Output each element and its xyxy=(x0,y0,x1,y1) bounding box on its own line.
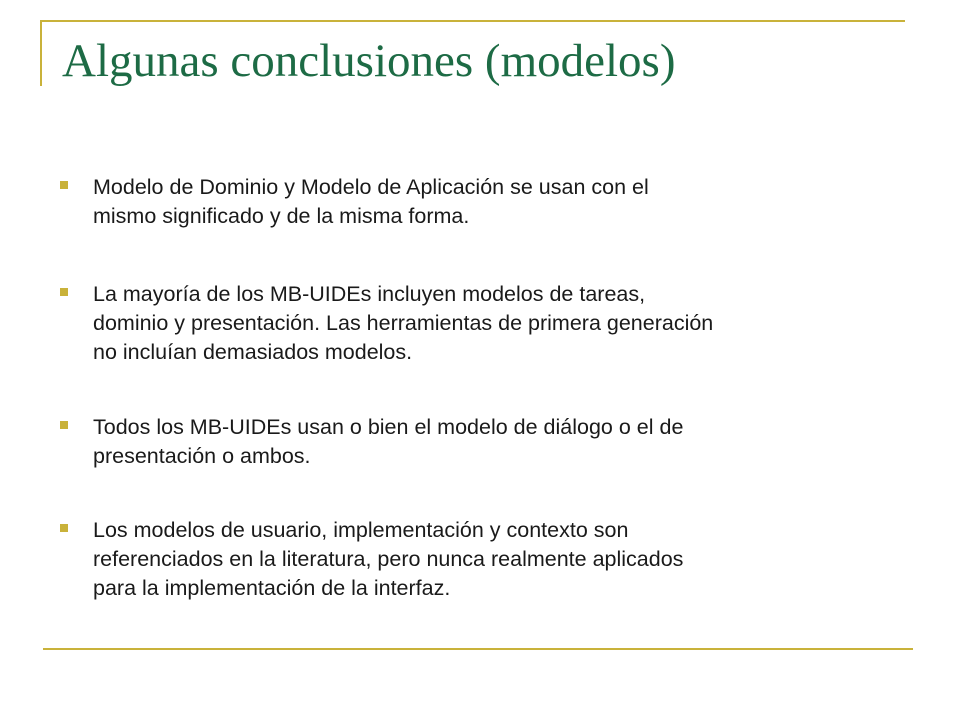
bullet-text: Los modelos de usuario, implementación y contexto son referenciados en la literatura, pero nunca realmente aplicados para la implementación de la interfaz. xyxy=(93,518,684,600)
square-bullet-icon xyxy=(60,181,68,189)
square-bullet-icon xyxy=(60,421,68,429)
bullet-text: La mayoría de los MB-UIDEs incluyen modelos de tareas, dominio y presentación. Las herramientas de primera generación no incluían demasiados modelos. xyxy=(93,282,714,364)
bullet-text: Todos los MB-UIDEs usan o bien el modelo de diálogo o el de presentación o ambos. xyxy=(93,415,684,468)
bullet-text: Modelo de Dominio y Modelo de Aplicación se usan con el mismo significado y de la misma forma. xyxy=(93,175,649,228)
title-accent-bar xyxy=(40,20,42,86)
slide-title: Algunas conclusiones (modelos) xyxy=(62,35,676,87)
bottom-divider xyxy=(43,648,913,650)
square-bullet-icon xyxy=(60,524,68,532)
top-divider xyxy=(40,20,905,22)
square-bullet-icon xyxy=(60,288,68,296)
